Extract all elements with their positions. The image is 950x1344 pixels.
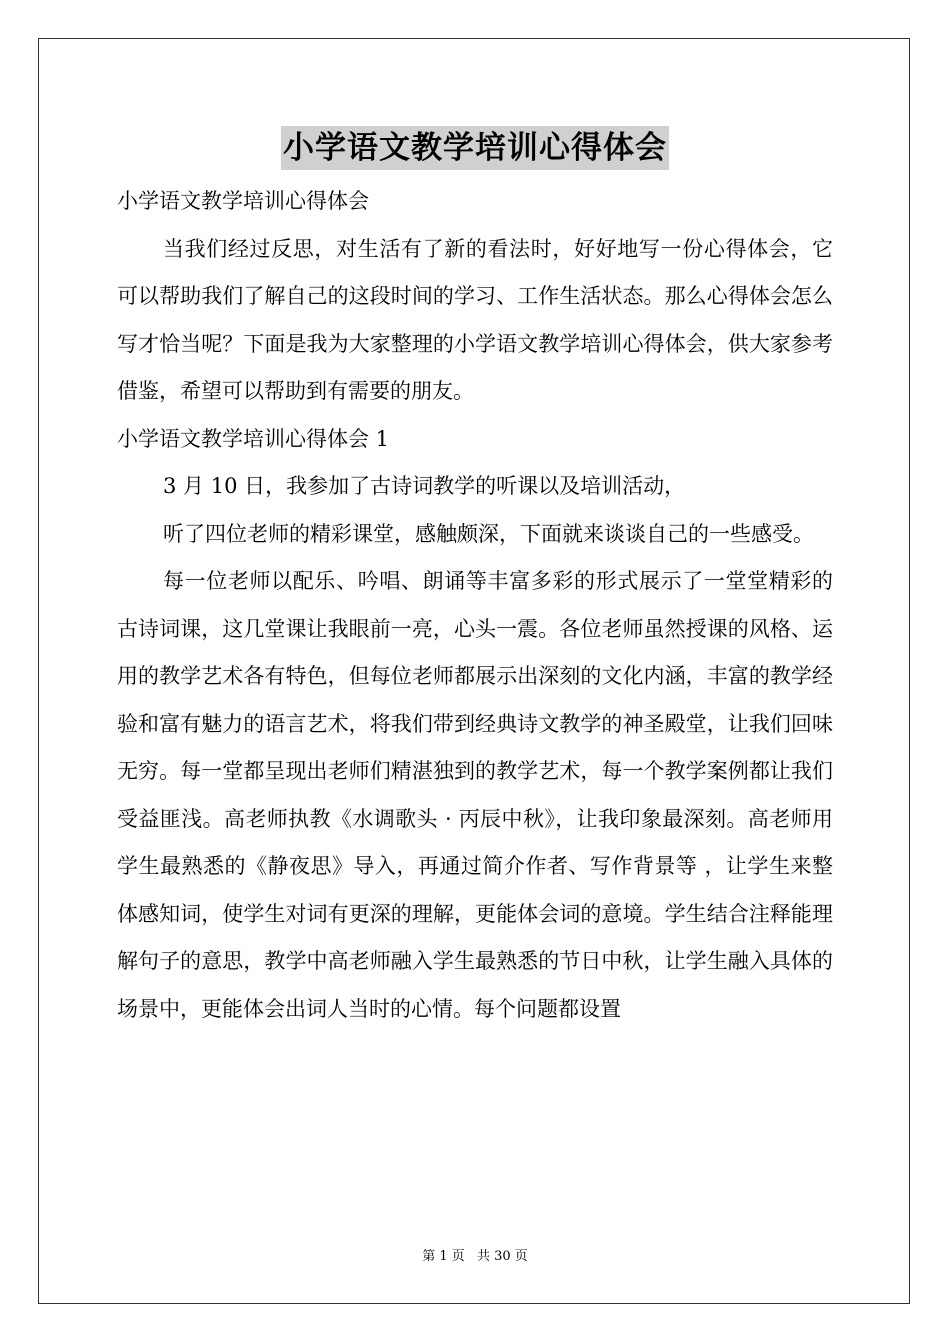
- body-paragraph: 3 月 10 日，我参加了古诗词教学的听课以及培训活动，: [163, 474, 686, 498]
- document-title: 小学语文教学培训心得体会: [281, 126, 669, 170]
- body-paragraph: 每一位老师以配乐、吟唱、朗诵等丰富多彩的形式展示了一堂堂精彩的古诗词课，这几堂课让我眼前一亮，心头一震。各位老师虽然授课的风格、运用的教学艺术各有特色，但每位老师都展示出深刻的文化内涵，丰富的教学经验和富有魅力的语言艺术，将我们带到经典诗文教学的神圣殿堂，让我们回味无穷。每一堂都呈现出老师们精湛独到的教学艺术，每一个教学案例都让我们受益匪浅。高老师执教《水调歌头 · 丙辰中秋》，让我印象最深刻。高老师用学生最熟悉的《静夜思》导入，再通过简介作者、写作背景等 ，让学生来整体感知词，使学生对词有更深的理解，更能体会词的意境。学生结合注释能理解句子的意思，教学中高老师融入学生最熟悉的节日中秋，让学生融入具体的场景中，更能体会出词人当时的心情。每个问题都设置: [117, 569, 833, 1021]
- page-total: 共 30 页: [476, 1249, 528, 1264]
- intro-paragraph: 当我们经过反思，对生活有了新的看法时，好好地写一份心得体会，它可以帮助我们了解自己的这段时间的学习、工作生活状态。那么心得体会怎么写才恰当呢？下面是我为大家整理的小学语文教学培训心得体会，供大家参考借鉴，希望可以帮助到有需要的朋友。: [117, 236, 833, 403]
- section-heading: 小学语文教学培训心得体会 1: [117, 426, 390, 451]
- page-number: 第 1 页: [422, 1249, 465, 1264]
- body-paragraph: 听了四位老师的精彩课堂，感触颇深，下面就来谈谈自己的一些感受。: [163, 521, 814, 546]
- page-footer: [0, 1248, 950, 1266]
- title-block: [0, 126, 950, 170]
- subtitle-paragraph: 小学语文教学培训心得体会: [117, 189, 369, 213]
- document-body: [117, 178, 833, 1033]
